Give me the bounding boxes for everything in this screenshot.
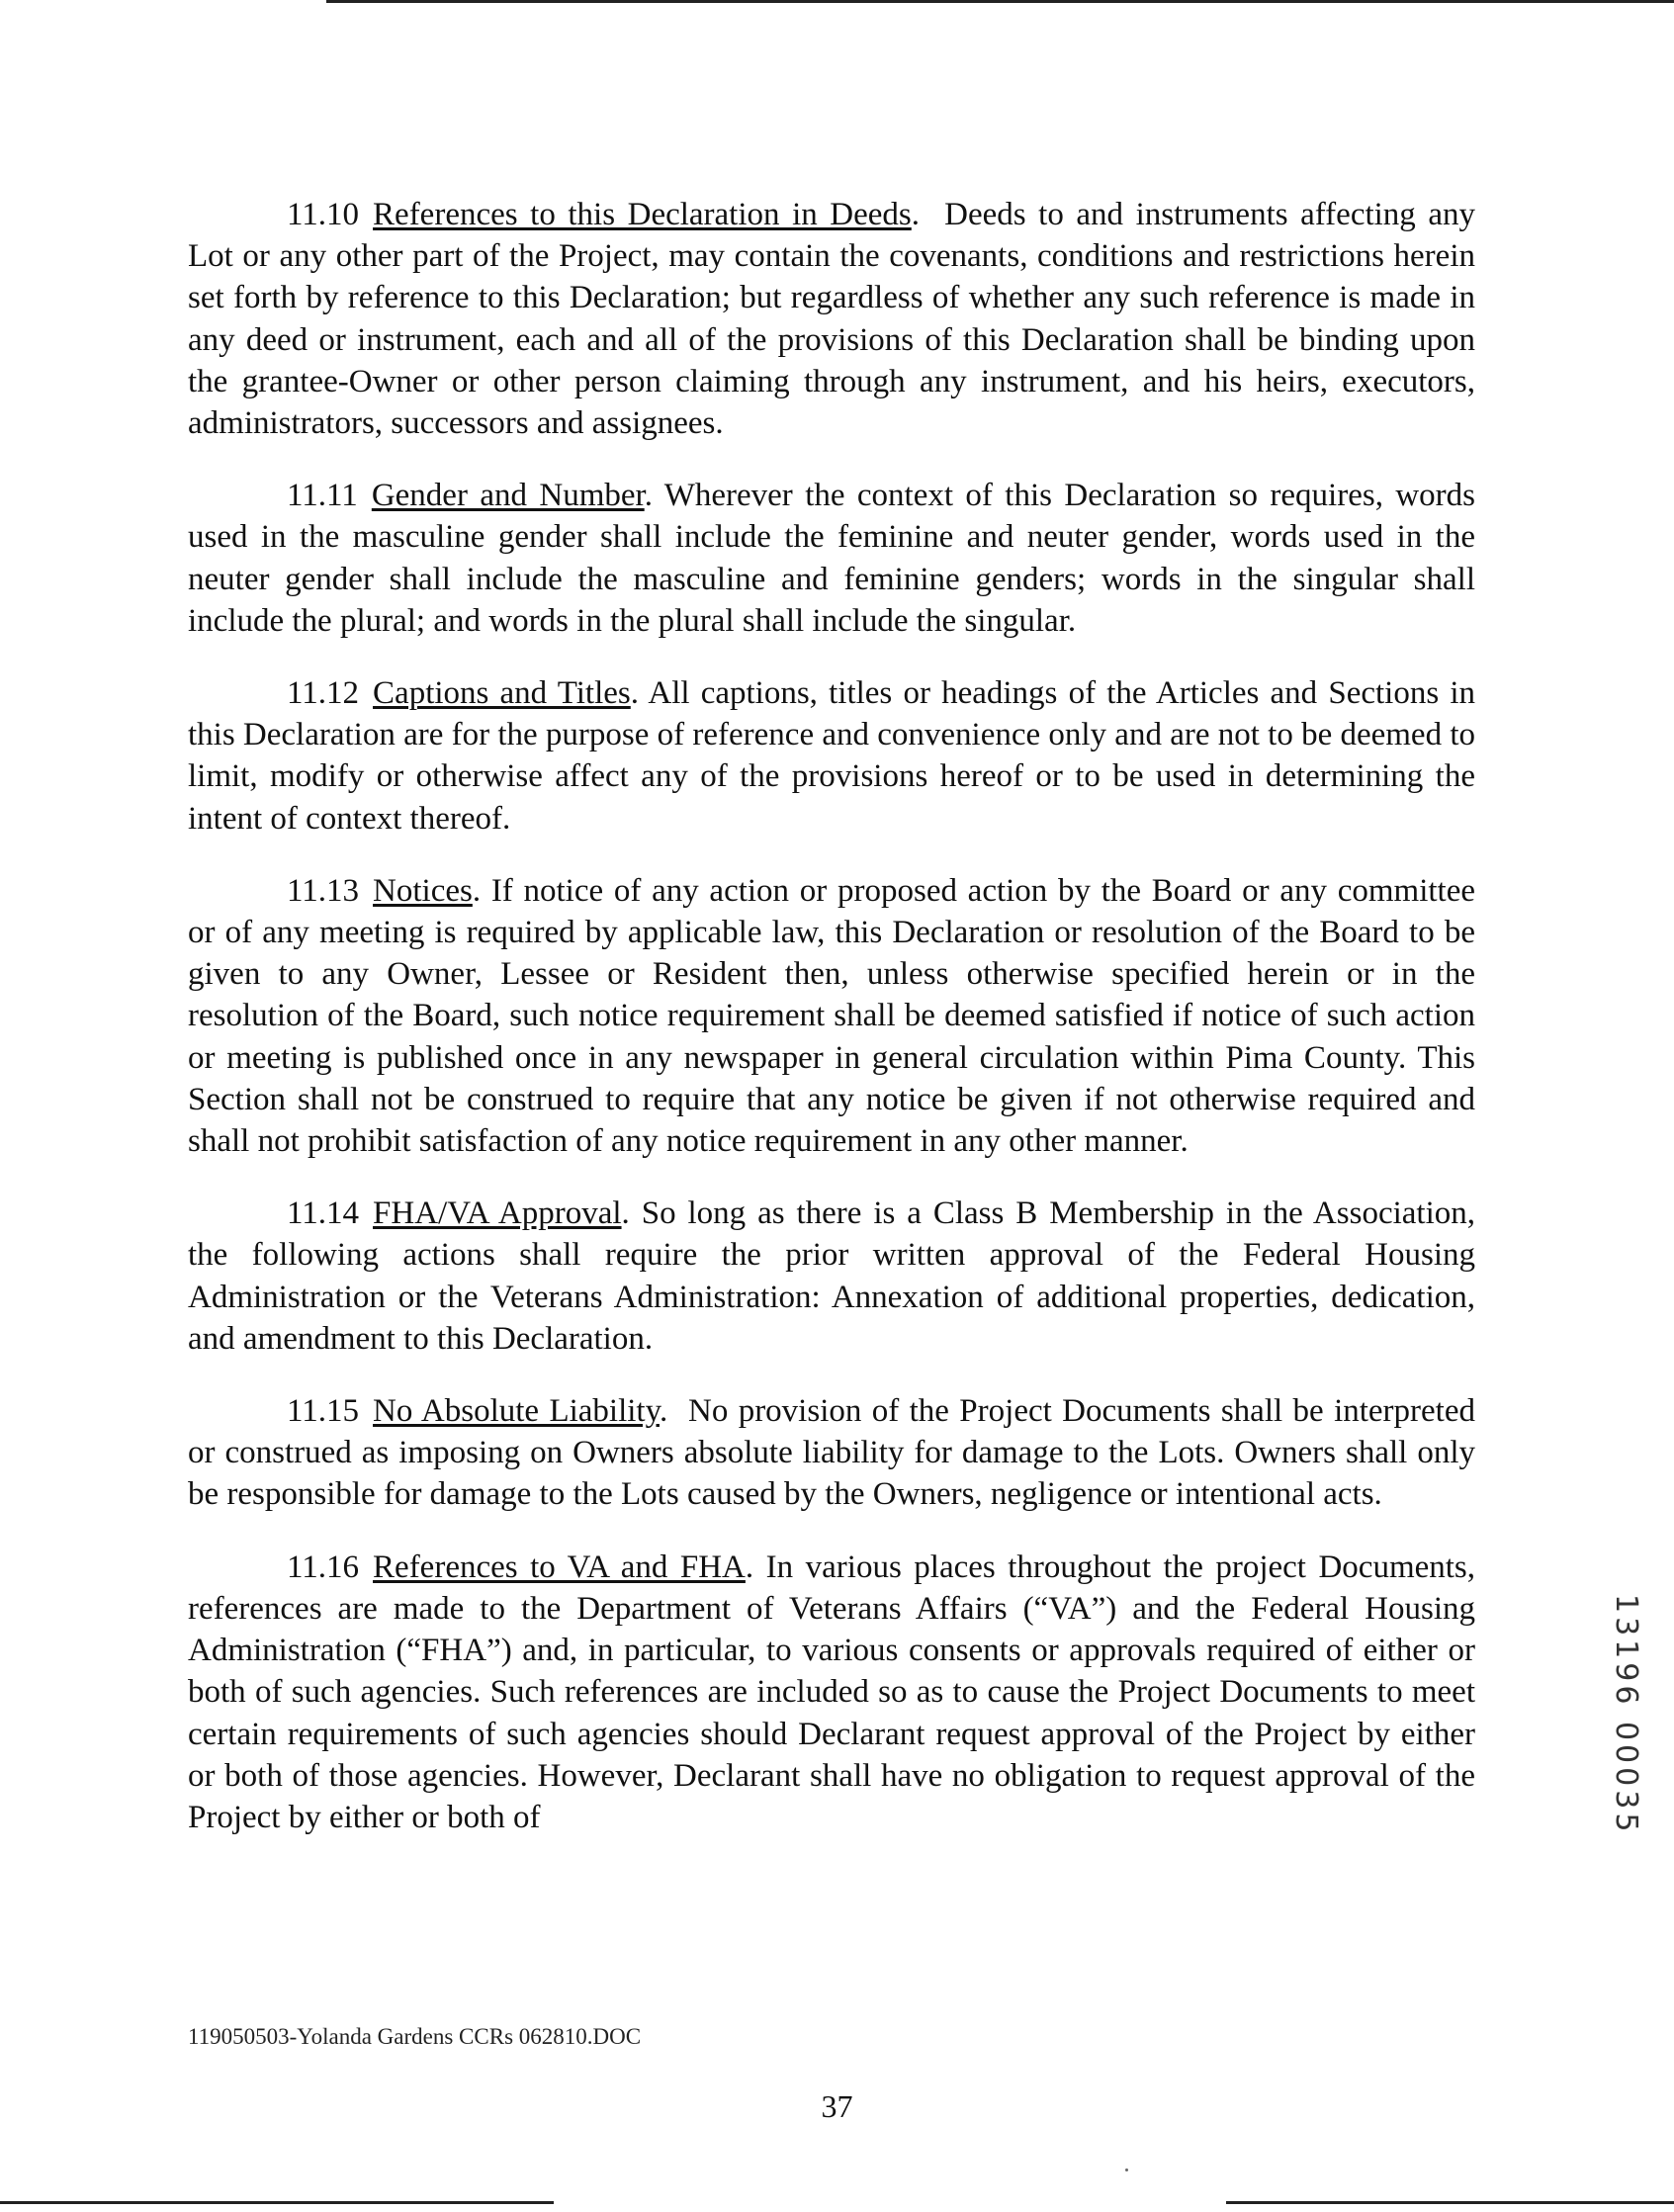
bottom-border-line-left (0, 2201, 554, 2204)
section-number: 11.14 (287, 1195, 360, 1232)
section-title: Captions and Titles (373, 675, 631, 712)
section-11-12: 11.12 Captions and Titles. All captions, titles or headings of the Articles and Sections in this Declaration are for the purpose of reference and convenience only and are not to be deemed to limit, modify or otherwise affect any of the provisions hereof or to be used in determining the intent of context thereof. (188, 675, 1476, 837)
section-text: So long as there is a Class B Membership in the Association, the following actions shall require the prior written approval of the Federal Housing Administration or the Veterans Administration: Annexation of additional properties, dedication, and amendment to this Declaration. (188, 1195, 1475, 1357)
section-title: Gender and Number (371, 478, 645, 514)
page-number: 37 (821, 2088, 853, 2124)
section-11-11: 11.11 Gender and Number. Wherever the context of this Declaration so requires, words used in the masculine gender shall include the feminine and neuter gender, words used in the neuter gender shall include the masculine and feminine genders; words in the singular shall include the plural; and words in the plural shall include the singular. (188, 478, 1476, 639)
section-title: Notices (373, 872, 473, 909)
section-number: 11.13 (287, 872, 360, 909)
section-11-16: 11.16 References to VA and FHA. In various places throughout the project Documents, references are made to the Department of Veterans Affairs (“VA”) and the Federal Housing Administration (“FHA”) and, in particular, to various consents or approvals required of either or both of such agencies. Such references are included so as to cause the Project Documents to meet certain requirements of such agencies should Declarant request approval of the Project by either or both of those agencies. However, Declarant shall have no obligation to request approval of the Project by either or both of (188, 1548, 1476, 1835)
recording-stamp (1606, 1594, 1645, 1881)
recording-stamp-text: 13196 00035 (1609, 1594, 1643, 1836)
section-title: No Absolute Liability (373, 1393, 660, 1430)
section-title: References to VA and FHA (373, 1548, 746, 1585)
section-11-15: 11.15 No Absolute Liability. No provision of the Project Documents shall be interpreted or construed as imposing on Owners absolute liability for damage to the Lots. Owners shall only be responsible for damage to the Lots caused by the Owners, negligence or intentional acts. (188, 1393, 1475, 1513)
section-title: References to this Declaration in Deeds (373, 197, 912, 232)
section-text: In various places throughout the project Documents, references are made to the Department of Veterans Affairs (“VA”) and the Federal Housing Administration (“FHA”) and, in particular, to various consents or approvals required of either or both of such agencies. Such references are included so as to cause the Project Documents to meet certain requirements of such agencies should Declarant request approval of the Project by either or both of those agencies. However, Declarant shall have no obligation to request approval of the Project by either or both of (188, 1548, 1476, 1835)
bottom-border-line-right (1226, 2201, 1674, 2204)
section-number: 11.16 (287, 1548, 360, 1585)
section-11-10: 11.10 References to this Declaration in Deeds. Deeds to and instruments affecting any Lot or any other part of the Project, may contain the covenants, conditions and restrictions herein set forth by reference to this Declaration; but regardless of whether any such reference is made in any deed or instrument, each and all of the provisions of this Declaration shall be binding upon the grantee-Owner or other person claiming through any instrument, and his heirs, executors, administrators, successors and assignees. (188, 197, 1475, 442)
section-text: All captions, titles or headings of the Articles and Sections in this Declaration are for the purpose of reference and convenience only and are not to be deemed to limit, modify or otherwise affect any of the provisions hereof or to be used in determining the intent of context thereof. (188, 675, 1476, 837)
section-text: If notice of any action or proposed action by the Board or any committee or of any meeting is required by applicable law, this Declaration or resolution of the Board to be given to any Owner, Lessee or Resident then, unless otherwise specified herein or in the resolution of the Board, such notice requirement shall be deemed satisfied if notice of such action or meeting is published once in any newspaper in general circulation within Pima County. This Section shall not be construed to require that any notice be given if not otherwise required and shall not prohibit satisfaction of any notice requirement in any other manner. (188, 872, 1475, 1160)
section-11-14: 11.14 FHA/VA Approval. So long as there is a Class B Membership in the Association, the following actions shall require the prior written approval of the Federal Housing Administration or the Veterans Administration: Annexation of additional properties, dedication, and amendment to this Declaration. (188, 1195, 1475, 1357)
section-11-13: 11.13 Notices. If notice of any action or proposed action by the Board or any committee or of any meeting is required by applicable law, this Declaration or resolution of the Board to be given to any Owner, Lessee or Resident then, unless otherwise specified herein or in the resolution of the Board, such notice requirement shall be deemed satisfied if notice of such action or meeting is published once in any newspaper in general circulation within Pima County. This Section shall not be construed to require that any notice be given if not otherwise required and shall not prohibit satisfaction of any notice requirement in any other manner. (188, 872, 1475, 1160)
section-text: Deeds to and instruments affecting any Lot or any other part of the Project, may contain the covenants, conditions and restrictions herein set forth by reference to this Declaration; but regardless of whether any such reference is made in any deed or instrument, each and all of the provisions of this Declaration shall be binding upon the grantee-Owner or other person claiming through any instrument, and his heirs, executors, administrators, successors and assignees. (188, 197, 1475, 442)
scan-speck (1125, 2168, 1128, 2171)
section-number: 11.15 (287, 1393, 360, 1430)
top-border-line (326, 0, 1674, 3)
section-number: 11.12 (287, 675, 360, 712)
document-body (188, 194, 1475, 1869)
section-text: No provision of the Project Documents shall be interpreted or construed as imposing on Owners absolute liability for damage to the Lots. Owners shall only be responsible for damage to the Lots caused by the Owners, negligence or intentional acts. (188, 1393, 1475, 1513)
section-text: Wherever the context of this Declaration so requires, words used in the masculine gender shall include the feminine and neuter gender, words used in the neuter gender shall include the masculine and feminine genders; words in the singular shall include the plural; and words in the plural shall include the singular. (188, 478, 1476, 639)
section-number: 11.11 (287, 478, 358, 514)
footer-document-id: 119050503-Yolanda Gardens CCRs 062810.DOC (188, 2024, 642, 2049)
section-title: FHA/VA Approval (373, 1195, 622, 1232)
section-number: 11.10 (287, 197, 360, 232)
